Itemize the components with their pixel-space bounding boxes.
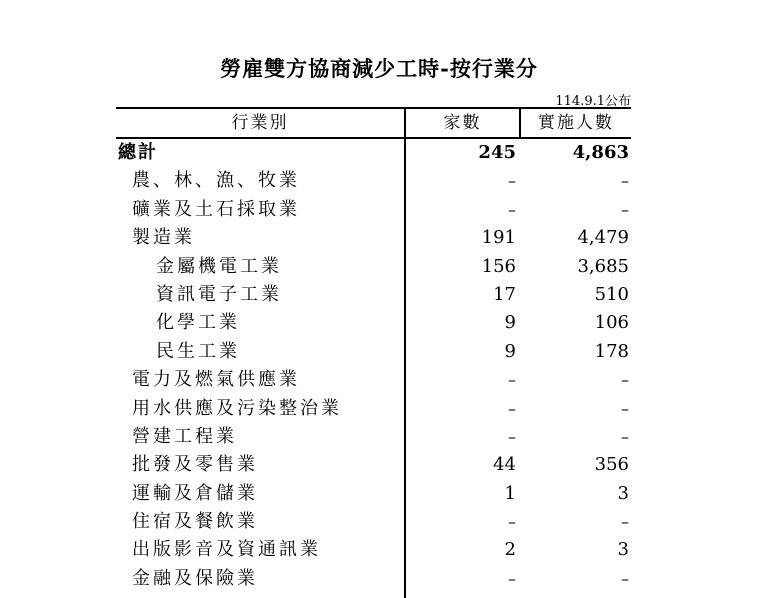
row-label: 出版影音及資通訊業 xyxy=(132,539,321,561)
row-label: 礦業及土石採取業 xyxy=(132,198,300,220)
row-label: 總計 xyxy=(118,142,158,163)
table-row xyxy=(116,224,631,252)
row-firms: – xyxy=(508,171,516,191)
row-workers: – xyxy=(621,568,629,588)
table-row xyxy=(116,196,631,224)
row-workers: 3 xyxy=(617,539,629,561)
table-row xyxy=(116,366,631,394)
row-firms: 156 xyxy=(481,255,516,277)
row-firms: 44 xyxy=(493,454,516,476)
row-workers: 356 xyxy=(594,454,629,476)
row-label: 農、林、漁、牧業 xyxy=(132,170,300,192)
table-row xyxy=(116,565,631,593)
row-firms: – xyxy=(508,398,516,418)
row-workers: 178 xyxy=(594,340,629,362)
table-row xyxy=(116,451,631,479)
row-workers: 3,685 xyxy=(577,255,629,277)
table-row xyxy=(116,536,631,564)
row-workers: – xyxy=(621,426,629,446)
header-firms: 家數 xyxy=(443,113,482,133)
row-label: 用水供應及污染整治業 xyxy=(132,397,342,419)
table-row xyxy=(116,395,631,423)
table-row xyxy=(116,281,631,309)
row-workers: 3 xyxy=(617,482,629,504)
header-workers: 實施人數 xyxy=(538,113,614,133)
table-row-total xyxy=(116,139,631,167)
table-row xyxy=(116,508,631,536)
row-firms: 191 xyxy=(481,227,516,249)
header-column-divider xyxy=(519,107,521,138)
row-label: 電力及燃氣供應業 xyxy=(132,369,300,391)
row-firms: 17 xyxy=(493,283,516,305)
page-title: 勞雇雙方協商減少工時-按行業分 xyxy=(220,56,538,81)
row-workers: 510 xyxy=(594,283,629,305)
table-row xyxy=(116,167,631,195)
row-firms: 2 xyxy=(504,539,516,561)
publish-date: 114.9.1公布 xyxy=(555,94,631,109)
row-firms: 1 xyxy=(504,482,516,504)
table-row xyxy=(116,423,631,451)
row-workers: 4,479 xyxy=(577,227,629,249)
row-firms: 245 xyxy=(478,142,516,163)
row-firms: – xyxy=(508,426,516,446)
row-label: 製造業 xyxy=(132,227,195,249)
table-row xyxy=(116,309,631,337)
row-firms: – xyxy=(508,199,516,219)
table-row xyxy=(116,480,631,508)
row-label: 民生工業 xyxy=(156,340,240,362)
row-workers: – xyxy=(621,199,629,219)
row-label: 營建工程業 xyxy=(132,425,237,447)
row-workers: 106 xyxy=(594,312,629,334)
row-label: 金融及保險業 xyxy=(132,567,258,589)
row-firms: – xyxy=(508,512,516,532)
row-label: 運輸及倉儲業 xyxy=(132,482,258,504)
table-row xyxy=(116,338,631,366)
row-firms: 9 xyxy=(504,340,516,362)
row-firms: – xyxy=(508,568,516,588)
table-body xyxy=(116,139,631,593)
row-workers: – xyxy=(621,171,629,191)
header-industry: 行業別 xyxy=(231,113,289,133)
row-label: 化學工業 xyxy=(156,312,240,334)
row-firms: – xyxy=(508,370,516,390)
row-label: 批發及零售業 xyxy=(132,454,258,476)
row-workers: – xyxy=(621,370,629,390)
row-workers: 4,863 xyxy=(572,142,629,163)
row-workers: – xyxy=(621,398,629,418)
row-firms: 9 xyxy=(504,312,516,334)
row-label: 資訊電子工業 xyxy=(156,283,282,305)
row-label: 金屬機電工業 xyxy=(156,255,282,277)
table-row xyxy=(116,253,631,281)
row-workers: – xyxy=(621,512,629,532)
row-label: 住宿及餐飲業 xyxy=(132,511,258,533)
